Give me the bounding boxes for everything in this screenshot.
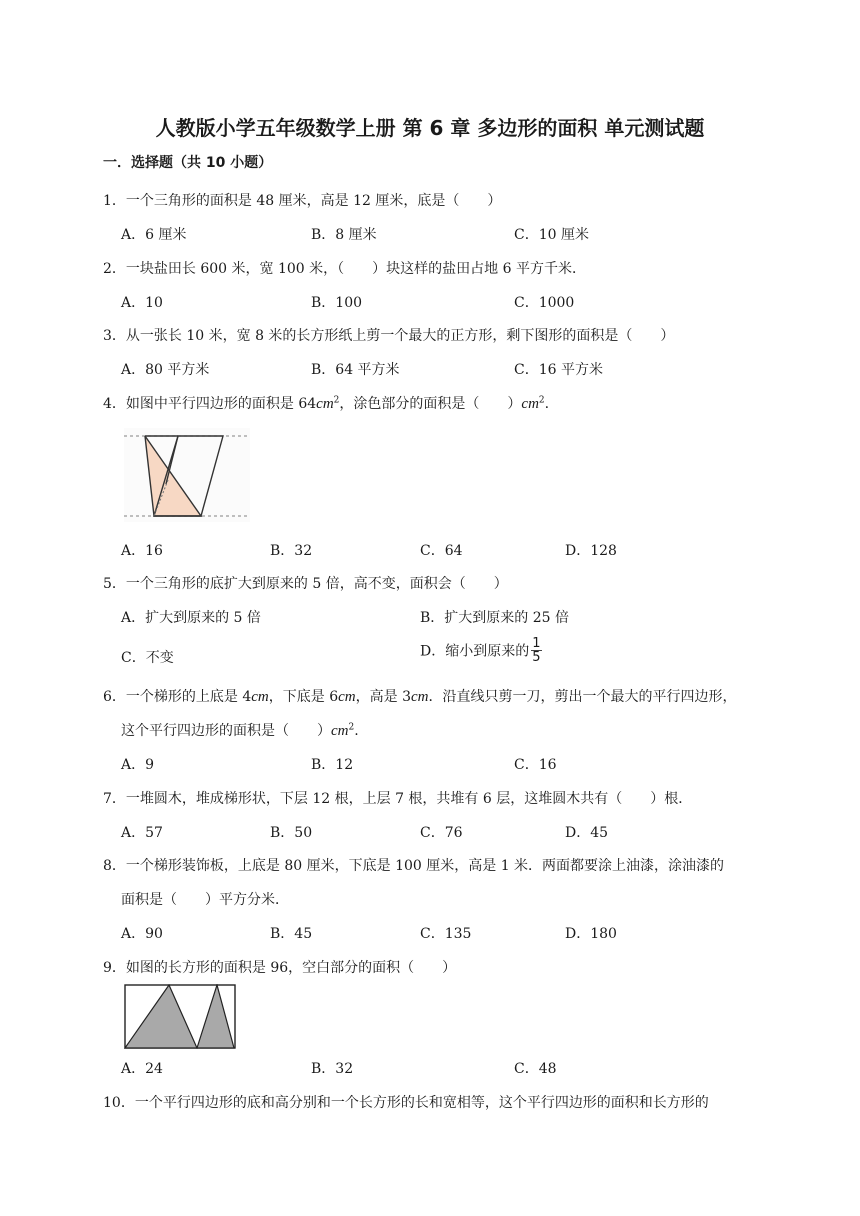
q4-parallelogram-figure — [124, 428, 250, 522]
q1-option-a: A．6 厘米 — [121, 227, 187, 243]
q6-unit-3: cm — [410, 689, 429, 705]
q6-option-b: B．12 — [311, 757, 354, 773]
q6-text-3: ，高是 3 — [355, 689, 411, 705]
question-9: 9．如图的长方形的面积是 96，空白部分的面积（ ） — [103, 960, 457, 976]
q4-unit: cm — [316, 396, 334, 412]
q4-option-d: D．128 — [565, 543, 617, 559]
q2-option-a: A．10 — [121, 295, 163, 311]
q5-option-c: C．不变 — [121, 650, 174, 666]
q7-option-a: A．57 — [121, 825, 163, 841]
q8-option-a: A．90 — [121, 926, 163, 942]
q6-unit-1: cm — [251, 689, 269, 705]
page-title: 人教版小学五年级数学上册 第 6 章 多边形的面积 单元测试题 — [155, 116, 705, 140]
q4-option-a: A．16 — [121, 543, 163, 559]
question-10: 10．一个平行四边形的底和高分别和一个长方形的长和宽相等，这个平行四边形的面积和长方形的 — [103, 1095, 709, 1111]
q5-fraction-den: 5 — [532, 650, 541, 665]
question-7: 7．一堆圆木，堆成梯形状，下层 12 根，上层 7 根，共堆有 6 层，这堆圆木共有（ ）根． — [103, 791, 693, 807]
q6-unit-4: cm — [331, 723, 349, 739]
q4-text-mid: ，涂色部分的面积是（ ） — [339, 396, 522, 412]
q2-option-b: B．100 — [311, 295, 363, 311]
q1-option-b: B．8 厘米 — [311, 227, 377, 243]
q6-unit-exp: 2 — [348, 722, 355, 733]
q8-option-b: B．45 — [270, 926, 313, 942]
q1-option-c: C．10 厘米 — [514, 227, 589, 243]
q3-option-b: B．64 平方米 — [311, 362, 400, 378]
question-1: 1．一个三角形的面积是 48 厘米，高是 12 厘米，底是（ ） — [103, 193, 502, 209]
q4-unit-2: cm — [521, 396, 539, 412]
q7-option-c: C．76 — [420, 825, 463, 841]
q9-option-a: A．24 — [121, 1061, 163, 1077]
q6-option-c: C．16 — [514, 757, 557, 773]
question-2: 2．一块盐田长 600 米，宽 100 米，（ ）块这样的盐田占地 6 平方千米． — [103, 261, 586, 277]
q5-option-d — [420, 637, 542, 664]
q9-option-c: C．48 — [514, 1061, 557, 1077]
question-4 — [103, 393, 549, 413]
q6-text-6: . — [354, 723, 359, 739]
q5-option-d-text: D．缩小到原来的 — [420, 643, 530, 660]
q4-text-end: . — [544, 396, 550, 412]
q4-option-c: C．64 — [420, 543, 463, 559]
q8-option-c: C．135 — [420, 926, 472, 942]
question-8-line-1: 8．一个梯形装饰板，上底是 80 厘米，下底是 100 厘米，高是 1 米．两面都要涂上油漆，涂油漆的 — [103, 858, 725, 874]
q3-option-a: A．80 平方米 — [121, 362, 210, 378]
q5-option-b: B．扩大到原来的 25 倍 — [420, 610, 570, 626]
question-3: 3．从一张长 10 米，宽 8 米的长方形纸上剪一个最大的正方形，剩下图形的面积是（ ） — [103, 328, 675, 344]
section-heading: 一．选择题（共 10 小题） — [103, 155, 273, 171]
q6-unit-2: cm — [338, 689, 356, 705]
question-5: 5．一个三角形的底扩大到原来的 5 倍，高不变，面积会（ ） — [103, 576, 508, 592]
q7-option-b: B．50 — [270, 825, 313, 841]
q6-text-5: 这个平行四边形的面积是（ ） — [121, 723, 331, 739]
q5-fraction — [531, 637, 541, 664]
q6-text-1: 6．一个梯形的上底是 4 — [103, 689, 252, 705]
q5-fraction-num: 1 — [532, 636, 541, 651]
q4-unit-exp: 2 — [333, 395, 340, 406]
q4-option-b: B．32 — [270, 543, 313, 559]
q9-rectangle-figure — [124, 984, 236, 1050]
q6-text-4: ．沿直线只剪一刀，剪出一个最大的平行四边形， — [428, 689, 737, 705]
q6-text-2: ，下底是 6 — [268, 689, 339, 705]
q3-option-c: C．16 平方米 — [514, 362, 603, 378]
q4-unit-exp-2: 2 — [538, 395, 545, 406]
q8-option-d: D．180 — [565, 926, 617, 942]
q2-option-c: C．1000 — [514, 295, 575, 311]
q7-option-d: D．45 — [565, 825, 609, 841]
q9-option-b: B．32 — [311, 1061, 354, 1077]
q6-option-a: A．9 — [121, 757, 155, 773]
question-6-line-1 — [103, 686, 736, 706]
q5-option-a: A．扩大到原来的 5 倍 — [121, 610, 261, 626]
question-6-line-2 — [121, 720, 359, 740]
question-8-line-2: 面积是（ ）平方分米． — [121, 892, 289, 908]
q4-text-start: 4．如图中平行四边形的面积是 64 — [103, 396, 317, 412]
